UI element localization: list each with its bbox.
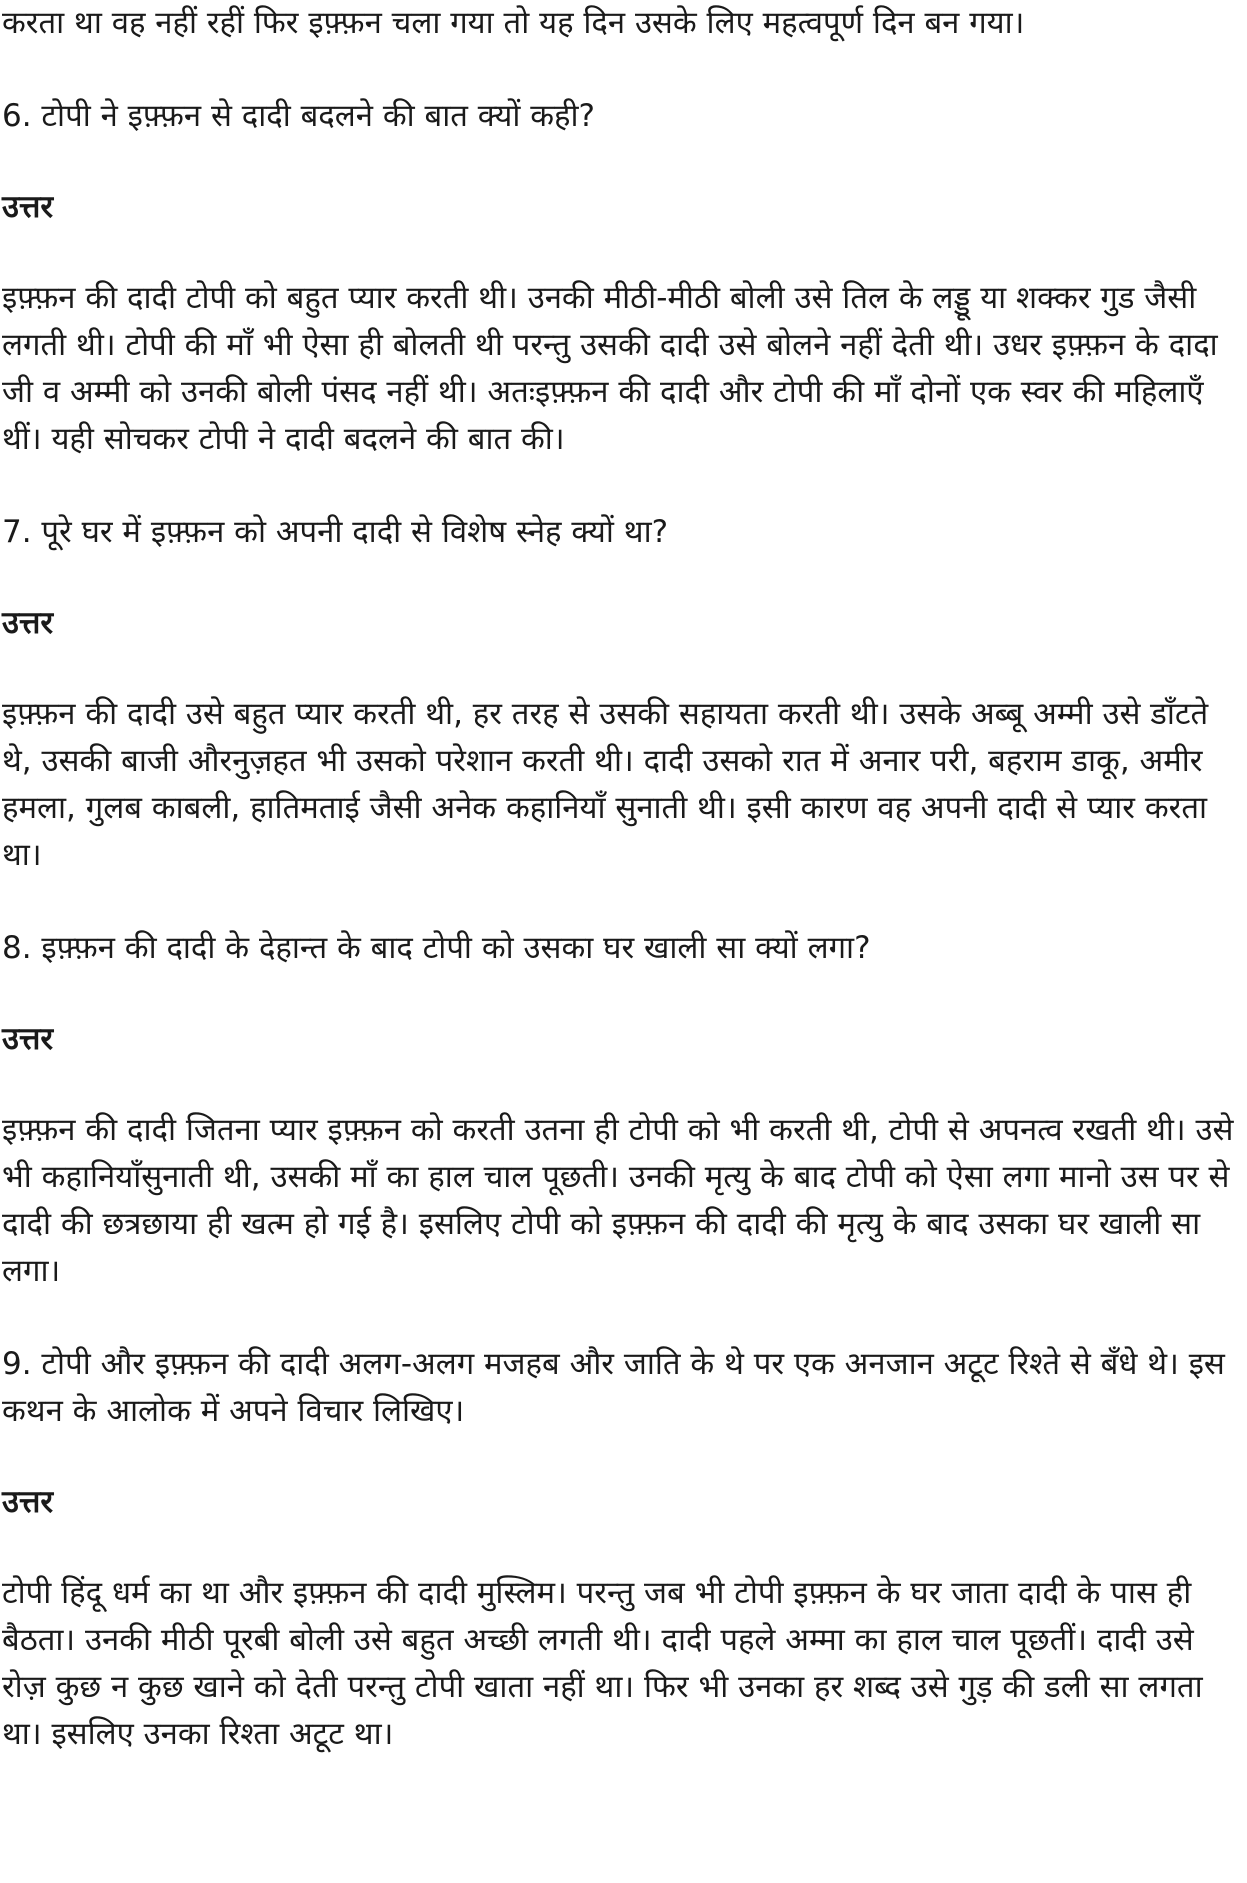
answer-6: इफ़्फ़न की दादी टोपी को बहुत प्यार करती थी। उनकी मीठी-मीठी बोली उसे तिल के लड्डू या शक्कर गुड जैसी लगती थी। टोपी की माँ भी ऐसा ही बोलती थी परन्तु उसकी दादी उसे बोलने नहीं देती थी। उधर इफ़्फ़न के दादा जी व अम्मी को उनकी बोली पंसद नहीं थी। अतःइफ़्फ़न की दादी और टोपी की माँ दोनों एक स्वर की महिलाएँ थीं। यही सोचकर टोपी ने दादी बदलने की बात की। (2, 280, 1218, 457)
answer-label: उत्तर (2, 189, 54, 225)
question-6: 6. टोपी ने इफ़्फ़न से दादी बदलने की बात क्यों कही? (2, 98, 595, 134)
intro-continuation-paragraph: करता था वह नहीं रहीं फिर इफ़्फ़न चला गया तो यह दिन उसके लिए महत्वपूर्ण दिन बन गया। (2, 5, 1025, 41)
answer-9: टोपी हिंदू धर्म का था और इफ़्फ़न की दादी मुस्लिम। परन्तु जब भी टोपी इफ़्फ़न के घर जाता दादी के पास ही बैठता। उनकी मीठी पूरबी बोली उसे बहुत अच्छी लगती थी। दादी पहले अम्मा का हाल चाल पूछतीं। दादी उसे रोज़ कुछ न कुछ खाने को देती परन्तु टोपी खाता नहीं था। फिर भी उनका हर शब्द उसे गुड़ की डली सा लगता था। इसलिए उनका रिश्ता अटूट था। (2, 1575, 1203, 1752)
question-7: 7. पूरे घर में इफ़्फ़न को अपनी दादी से विशेष स्नेह क्यों था? (2, 514, 669, 550)
question-8: 8. इफ़्फ़न की दादी के देहान्त के बाद टोपी को उसका घर खाली सा क्यों लगा? (2, 930, 871, 966)
question-9: 9. टोपी और इफ़्फ़न की दादी अलग-अलग मजहब और जाति के थे पर एक अनजान अटूट रिश्ते से बँधे थे। इस कथन के आलोक में अपने विचार लिखिए। (2, 1346, 1225, 1429)
answer-label: उत्तर (2, 1021, 54, 1057)
answer-8: इफ़्फ़न की दादी जितना प्यार इफ़्फ़न को करती उतना ही टोपी को भी करती थी, टोपी से अपनत्व रखती थी। उसे भी कहानियाँसुनाती थी, उसकी माँ का हाल चाल पूछती। उनकी मृत्यु के बाद टोपी को ऐसा लगा मानो उस पर से दादी की छत्रछाया ही खत्म हो गई है। इसलिए टोपी को इफ़्फ़न की दादी की मृत्यु के बाद उसका घर खाली सा लगा। (2, 1112, 1234, 1289)
answer-label: उत्तर (2, 1484, 54, 1520)
answer-7: इफ़्फ़न की दादी उसे बहुत प्यार करती थी, हर तरह से उसकी सहायता करती थी। उसके अब्बू अम्मी उसे डाँटते थे, उसकी बाजी औरनुज़हत भी उसको परेशान करती थी। दादी उसको रात में अनार परी, बहराम डाकू, अमीर हमला, गुलब काबली, हातिमताई जैसी अनेक कहानियाँ सुनाती थी। इसी कारण वह अपनी दादी से प्यार करता था। (2, 696, 1209, 873)
answer-label: उत्तर (2, 605, 54, 641)
